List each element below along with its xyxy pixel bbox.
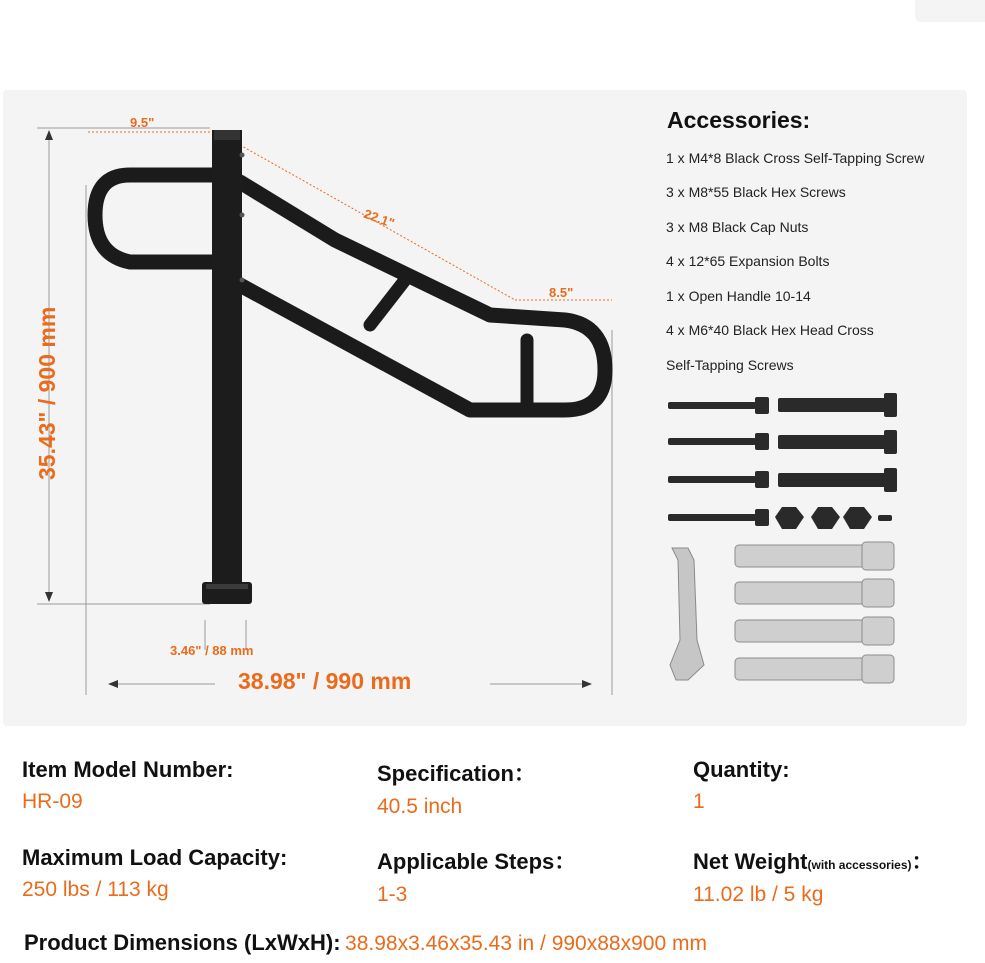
accessory-item: Self-Tapping Screws — [666, 357, 794, 373]
accessories-title: Accessories: — [667, 107, 811, 133]
handle-width-label: 9.5" — [130, 115, 155, 130]
spec-steps — [377, 845, 576, 907]
step-handle-label: 8.5" — [549, 285, 574, 300]
overall-height-label: 35.43" / 900 mm — [34, 306, 60, 480]
spec-steps-value: 1-3 — [377, 883, 408, 906]
accessory-item: 1 x M4*8 Black Cross Self-Tapping Screw — [666, 150, 925, 166]
base-width-label: 3.46" / 88 mm — [170, 643, 254, 658]
spec-steps-label: Applicable Steps： — [377, 849, 577, 874]
handrail-post — [212, 130, 242, 585]
accessory-hardware — [668, 393, 897, 683]
accessory-item: 4 x M6*40 Black Hex Head Cross — [666, 322, 874, 338]
accessory-item: 3 x M8*55 Black Hex Screws — [666, 184, 846, 200]
accessory-item: 3 x M8 Black Cap Nuts — [666, 219, 809, 235]
spec-product-dimensions-label: Product Dimensions (LxWxH): — [24, 930, 341, 955]
net-weight-note: (with accessories) — [807, 858, 912, 872]
accessory-item: 1 x Open Handle 10-14 — [666, 288, 811, 304]
spec-net-weight-label — [693, 845, 934, 876]
net-weight-label-text: Net Weight — [693, 849, 808, 874]
height-dimension-line — [37, 128, 210, 604]
handrail-body — [95, 175, 605, 410]
spec-model-value: HR-09 — [22, 790, 83, 813]
spec-max-load-label: Maximum Load Capacity: — [22, 845, 288, 870]
overall-length-label: 38.98" / 990 mm — [238, 668, 412, 694]
spec-quantity — [693, 757, 790, 814]
spec-specification-value: 40.5 inch — [377, 795, 463, 818]
accessory-item: 4 x 12*65 Expansion Bolts — [666, 253, 830, 269]
spec-model — [22, 757, 233, 814]
spec-quantity-label: Quantity: — [693, 757, 790, 782]
spec-specification-label: Specification： — [377, 761, 536, 786]
spec-model-label: Item Model Number: — [22, 757, 234, 782]
spec-net-weight — [693, 845, 934, 907]
spec-max-load-value: 250 lbs / 113 kg — [22, 878, 169, 901]
diagonal-length-label: 22.1" — [361, 206, 397, 231]
net-weight-colon: ： — [911, 849, 934, 874]
spec-max-load — [22, 845, 287, 902]
spec-product-dimensions-value: 38.98x3.46x35.43 in / 990x88x900 mm — [345, 932, 707, 955]
width-dimension-line — [88, 132, 612, 300]
spec-net-weight-value: 11.02 lb / 5 kg — [693, 883, 824, 906]
spec-specification — [377, 757, 536, 819]
spec-quantity-value: 1 — [693, 790, 705, 813]
spec-product-dimensions — [24, 930, 707, 956]
